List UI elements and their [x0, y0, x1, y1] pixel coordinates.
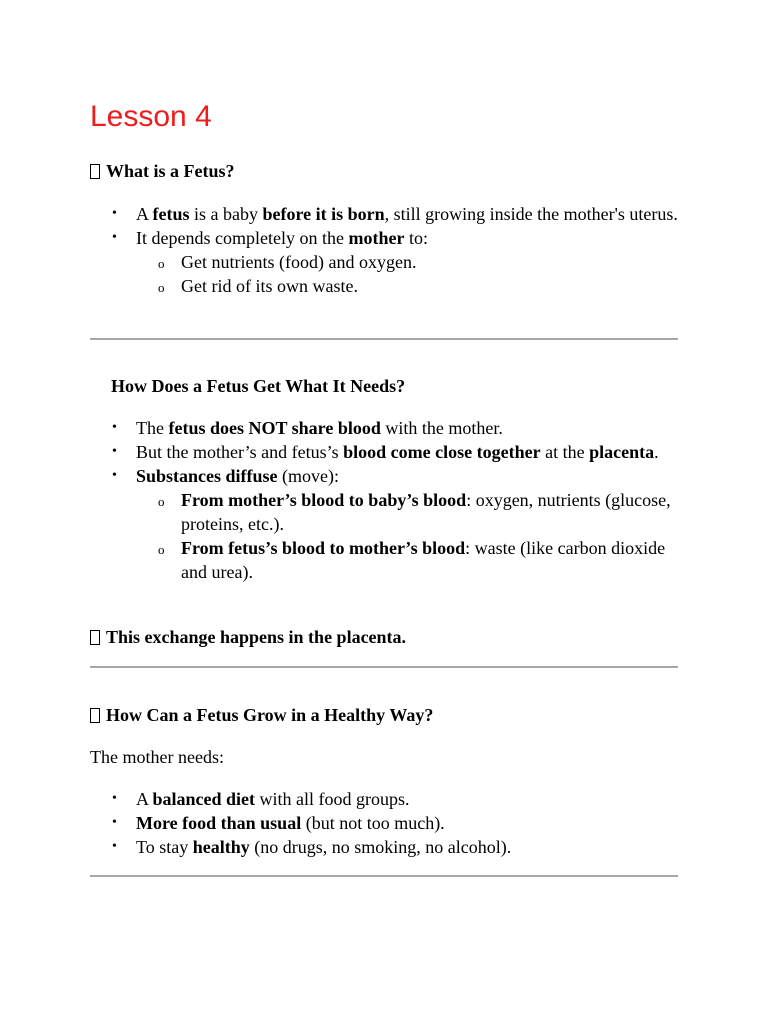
bold-text: fetus [152, 204, 190, 224]
sub-list [136, 250, 680, 298]
horizontal-divider [90, 875, 678, 877]
bold-text: More food than usual [136, 813, 302, 833]
bold-text: From mother’s blood to baby’s blood [181, 490, 467, 510]
text: To stay [136, 837, 193, 857]
bold-text: balanced diet [152, 789, 256, 809]
text: (no drugs, no smoking, no alcohol). [249, 837, 512, 857]
sub-list-item [136, 488, 680, 536]
text: to: [404, 228, 428, 248]
bold-text: From fetus’s blood to mother’s blood [181, 538, 466, 558]
text: is a baby [189, 204, 263, 224]
text: But the mother’s and fetus’s [136, 442, 344, 462]
section-heading-text: How Can a Fetus Grow in a Healthy Way? [106, 705, 434, 725]
missing-glyph-icon [90, 164, 100, 179]
sub-list-item [136, 536, 680, 584]
section-heading-healthy-growth [90, 703, 433, 727]
mother-needs-list [90, 787, 680, 859]
bold-text: placenta [589, 442, 655, 462]
list-item [90, 811, 680, 835]
text: The [136, 418, 169, 438]
bold-text: healthy [192, 837, 250, 857]
missing-glyph-icon [90, 708, 100, 723]
list-item [90, 416, 680, 440]
text: : oxygen, nutrients (glucose, proteins, etc.). [181, 490, 671, 534]
text: with all food groups. [255, 789, 410, 809]
bold-text: mother [348, 228, 405, 248]
text: . [654, 442, 659, 462]
bold-text: fetus does NOT share blood [168, 418, 381, 438]
text: with the mother. [380, 418, 503, 438]
sub-list-item: o Get nutrients (food) and oxygen. [136, 250, 680, 274]
text: A [136, 204, 153, 224]
horizontal-divider [90, 666, 678, 668]
list-item [90, 787, 680, 811]
bold-text: Substances diffuse [136, 466, 278, 486]
section-heading-what-is-fetus [90, 159, 235, 183]
list-item [90, 464, 680, 584]
list-item [90, 440, 680, 464]
fetus-definition-list [90, 202, 680, 298]
sub-list [136, 488, 680, 584]
section-heading-text: What is a Fetus? [106, 161, 235, 181]
horizontal-divider [90, 338, 678, 340]
missing-glyph-icon [90, 630, 100, 645]
sub-list-item: o Get rid of its own waste. [136, 274, 680, 298]
section-heading-how-fetus-gets-needs: How Does a Fetus Get What It Needs? [111, 376, 406, 396]
placenta-note [90, 625, 406, 649]
text: A [136, 789, 153, 809]
text: : waste (like carbon dioxide and urea). [181, 538, 666, 582]
mother-needs-intro: The mother needs: [90, 747, 224, 767]
bold-text: blood come close together [343, 442, 541, 462]
text: , still growing inside the mother's uterus. [384, 204, 678, 224]
note-text: This exchange happens in the placenta. [106, 627, 407, 647]
text: at the [540, 442, 590, 462]
text: (but not too much). [301, 813, 445, 833]
text: It depends completely on the [136, 228, 349, 248]
placenta-exchange-list [90, 416, 680, 584]
lesson-title: Lesson 4 [90, 100, 212, 133]
list-item [90, 202, 680, 226]
list-item [90, 226, 680, 298]
text: (move): [277, 466, 340, 486]
list-item [90, 835, 680, 859]
bold-text: before it is born [262, 204, 385, 224]
